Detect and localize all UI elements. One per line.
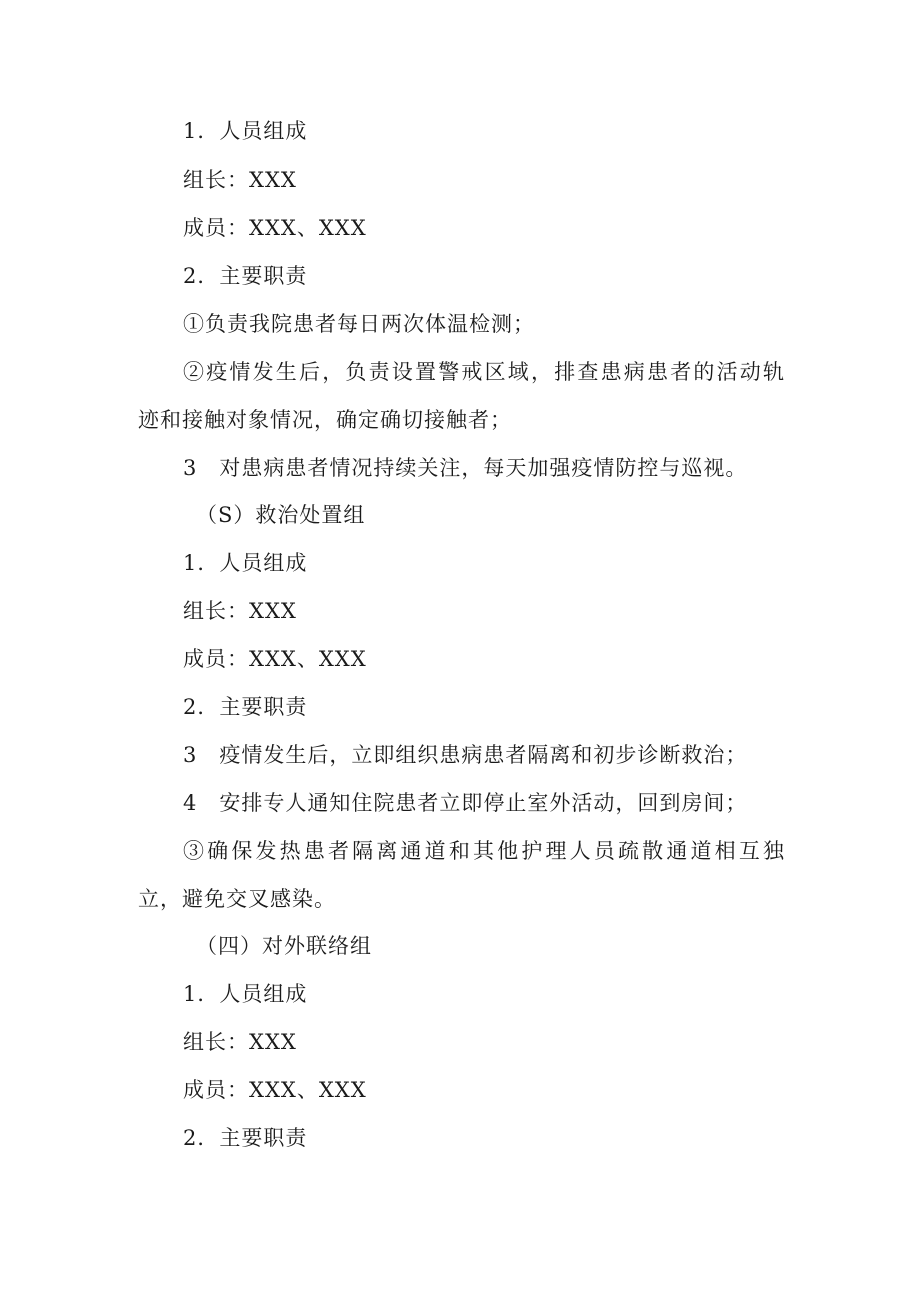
item-main-duties: 2．主要职责: [183, 695, 308, 719]
item-personnel-composition: 1．人员组成: [183, 982, 308, 1006]
group-leader: 组长：XXX: [183, 1030, 297, 1054]
duty-1: 3 疫情发生后，立即组织患病患者隔离和初步诊断救治；: [183, 743, 748, 767]
duty-2-line-1: ②疫情发生后，负责设置警戒区域，排查患病患者的活动轨: [183, 360, 785, 384]
duty-2: 4 安排专人通知住院患者立即停止室外活动，回到房间；: [183, 791, 748, 815]
item-personnel-composition: 1．人员组成: [183, 119, 308, 143]
group-leader: 组长：XXX: [183, 168, 297, 192]
duty-3-line-1: ③确保发热患者隔离通道和其他护理人员疏散通道相互独: [183, 839, 785, 863]
item-personnel-composition: 1．人员组成: [183, 551, 308, 575]
duty-3: 3 对患病患者情况持续关注，每天加强疫情防控与巡视。: [183, 456, 748, 480]
section-heading-liaison: （四）对外联络组: [196, 934, 372, 958]
group-members: 成员：XXX、XXX: [183, 1078, 367, 1102]
duty-2-line-2: 迹和接触对象情况，确定确切接触者；: [138, 408, 512, 432]
section-heading-treatment: （S）救治处置组: [196, 503, 366, 527]
item-main-duties: 2．主要职责: [183, 1126, 308, 1150]
item-main-duties: 2．主要职责: [183, 264, 308, 288]
group-members: 成员：XXX、XXX: [183, 647, 367, 671]
duty-1: ①负责我院患者每日两次体温检测；: [183, 312, 535, 336]
group-leader: 组长：XXX: [183, 599, 297, 623]
group-members: 成员：XXX、XXX: [183, 216, 367, 240]
duty-3-line-2: 立，避免交叉感染。: [138, 887, 336, 911]
